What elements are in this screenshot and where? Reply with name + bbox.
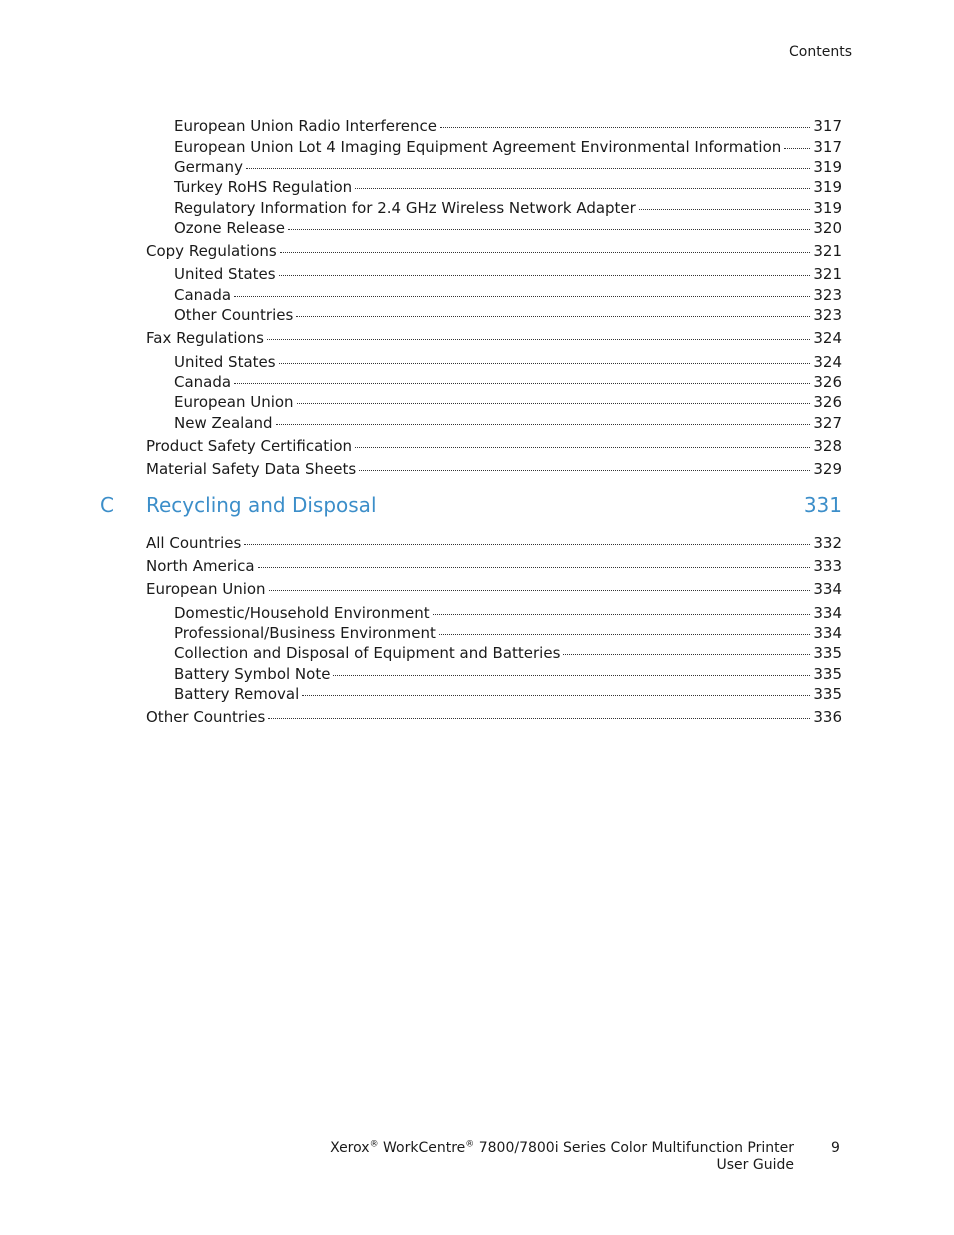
chapter-heading[interactable] bbox=[100, 492, 842, 518]
toc-entry[interactable] bbox=[174, 306, 842, 324]
toc-leader-dots bbox=[258, 567, 811, 568]
toc-leader-dots bbox=[244, 544, 810, 545]
toc-entry-page: 319 bbox=[813, 158, 842, 176]
chapter-page: 331 bbox=[803, 493, 842, 517]
toc-entry-page: 328 bbox=[813, 437, 842, 455]
toc-entry-label: United States bbox=[174, 353, 276, 371]
registered-mark: ® bbox=[465, 1139, 475, 1150]
toc-leader-dots bbox=[234, 296, 810, 297]
toc-leader-dots bbox=[333, 675, 810, 676]
toc-entry-page: 317 bbox=[813, 117, 842, 135]
toc-leader-dots bbox=[433, 614, 811, 615]
toc-entry[interactable] bbox=[174, 624, 842, 642]
toc-leader-dots bbox=[279, 363, 811, 364]
toc-entry[interactable] bbox=[146, 437, 842, 455]
toc-entry-page: 335 bbox=[813, 644, 842, 662]
toc-entry[interactable] bbox=[174, 665, 842, 683]
toc-leader-dots bbox=[359, 470, 810, 471]
toc-entry-page: 334 bbox=[813, 624, 842, 642]
toc-entry-page: 324 bbox=[813, 329, 842, 347]
toc-entry-page: 335 bbox=[813, 685, 842, 703]
toc-leader-dots bbox=[296, 316, 810, 317]
toc-entry-label: Professional/Business Environment bbox=[174, 624, 436, 642]
toc-entry[interactable] bbox=[174, 265, 842, 283]
toc-entry-label: All Countries bbox=[146, 534, 242, 552]
toc-entry-page: 317 bbox=[813, 138, 842, 156]
toc-leader-dots bbox=[302, 695, 810, 696]
toc-entry-label: European Union bbox=[174, 393, 294, 411]
toc-entry-label: Copy Regulations bbox=[146, 242, 277, 260]
chapter-letter: C bbox=[100, 493, 114, 517]
toc-entry[interactable] bbox=[174, 373, 842, 391]
toc-leader-dots bbox=[784, 148, 810, 149]
toc-entry-label: Germany bbox=[174, 158, 243, 176]
toc-leader-dots bbox=[246, 168, 810, 169]
toc-entry[interactable] bbox=[146, 460, 842, 478]
toc-entry-page: 333 bbox=[813, 557, 842, 575]
toc-entry[interactable] bbox=[174, 393, 842, 411]
toc-entry-label: Fax Regulations bbox=[146, 329, 265, 347]
toc-entry-label: Product Safety Certification bbox=[146, 437, 353, 455]
toc-entry-page: 335 bbox=[813, 665, 842, 683]
toc-leader-dots bbox=[439, 634, 810, 635]
toc-entry[interactable] bbox=[174, 199, 842, 217]
toc-entry-label: Canada bbox=[174, 373, 232, 391]
toc-entry-label: Collection and Disposal of Equipment and Batteries bbox=[174, 644, 561, 662]
toc-entry-page: 336 bbox=[813, 708, 842, 726]
toc-entry-page: 324 bbox=[813, 353, 842, 371]
chapter-title: Recycling and Disposal bbox=[146, 493, 377, 517]
toc-entry[interactable] bbox=[174, 414, 842, 432]
toc-entry-label: Other Countries bbox=[174, 306, 294, 324]
toc-entry-page: 334 bbox=[813, 604, 842, 622]
toc-entry-page: 326 bbox=[813, 373, 842, 391]
toc-leader-dots bbox=[269, 590, 811, 591]
toc-entry[interactable] bbox=[174, 353, 842, 371]
footer-product-info bbox=[330, 1140, 794, 1174]
toc-entry-label: United States bbox=[174, 265, 276, 283]
toc-leader-dots bbox=[276, 424, 811, 425]
toc-entry-label: Ozone Release bbox=[174, 219, 285, 237]
toc-entry[interactable] bbox=[174, 178, 842, 196]
toc-leader-dots bbox=[563, 654, 810, 655]
toc-entry-label: North America bbox=[146, 557, 255, 575]
toc-leader-dots bbox=[234, 383, 810, 384]
toc-entry-label: Canada bbox=[174, 286, 232, 304]
toc-entry[interactable] bbox=[174, 158, 842, 176]
page-number: 9 bbox=[831, 1140, 840, 1156]
toc-entry-page: 326 bbox=[813, 393, 842, 411]
footer-brand: Xerox bbox=[330, 1140, 370, 1156]
toc-leader-dots bbox=[279, 275, 811, 276]
footer-guide: User Guide bbox=[716, 1157, 794, 1173]
toc-entry-page: 321 bbox=[813, 265, 842, 283]
toc-entry[interactable] bbox=[146, 708, 842, 726]
toc-entry[interactable] bbox=[146, 242, 842, 260]
toc-entry-page: 323 bbox=[813, 306, 842, 324]
toc-entry[interactable] bbox=[146, 534, 842, 552]
toc-entry-label: European Union Lot 4 Imaging Equipment Agreement Environmental Information bbox=[174, 138, 782, 156]
toc-entry[interactable] bbox=[174, 604, 842, 622]
toc-leader-dots bbox=[355, 447, 810, 448]
footer-product: WorkCentre bbox=[383, 1140, 466, 1156]
toc-entry[interactable] bbox=[174, 685, 842, 703]
toc-leader-dots bbox=[267, 339, 810, 340]
toc-entry-page: 327 bbox=[813, 414, 842, 432]
toc-entry[interactable] bbox=[174, 138, 842, 156]
registered-mark: ® bbox=[369, 1139, 379, 1150]
toc-entry[interactable] bbox=[174, 117, 842, 135]
toc-entry-page: 321 bbox=[813, 242, 842, 260]
toc-entry-label: Regulatory Information for 2.4 GHz Wireless Network Adapter bbox=[174, 199, 636, 217]
toc-entry-label: Other Countries bbox=[146, 708, 266, 726]
toc-entry-page: 334 bbox=[813, 580, 842, 598]
toc-entry-page: 332 bbox=[813, 534, 842, 552]
toc-leader-dots bbox=[288, 229, 810, 230]
toc-entry-page: 319 bbox=[813, 178, 842, 196]
toc-entry-label: European Union Radio Interference bbox=[174, 117, 438, 135]
toc-entry-label: European Union bbox=[146, 580, 266, 598]
toc-entry[interactable] bbox=[174, 644, 842, 662]
toc-entry-label: Material Safety Data Sheets bbox=[146, 460, 357, 478]
toc-entry[interactable] bbox=[146, 580, 842, 598]
toc-entry-label: New Zealand bbox=[174, 414, 273, 432]
toc-entry-page: 323 bbox=[813, 286, 842, 304]
footer-product-line bbox=[330, 1140, 794, 1157]
toc-entry[interactable] bbox=[146, 557, 842, 575]
header-section-title: Contents bbox=[789, 44, 852, 60]
toc-entry-page: 320 bbox=[813, 219, 842, 237]
toc-leader-dots bbox=[280, 252, 811, 253]
toc-entry-label: Battery Removal bbox=[174, 685, 300, 703]
footer-model: 7800/7800i Series Color Multifunction Printer bbox=[478, 1140, 794, 1156]
toc-entry-page: 329 bbox=[813, 460, 842, 478]
toc-entry[interactable] bbox=[174, 219, 842, 237]
toc-entry-label: Battery Symbol Note bbox=[174, 665, 331, 683]
toc-entry-label: Domestic/Household Environment bbox=[174, 604, 430, 622]
toc-leader-dots bbox=[268, 718, 810, 719]
toc-leader-dots bbox=[440, 127, 810, 128]
toc-leader-dots bbox=[297, 403, 811, 404]
toc-entry[interactable] bbox=[174, 286, 842, 304]
toc-leader-dots bbox=[639, 209, 811, 210]
toc-leader-dots bbox=[355, 188, 810, 189]
toc-entry[interactable] bbox=[146, 329, 842, 347]
toc-entry-page: 319 bbox=[813, 199, 842, 217]
toc-entry-label: Turkey RoHS Regulation bbox=[174, 178, 353, 196]
